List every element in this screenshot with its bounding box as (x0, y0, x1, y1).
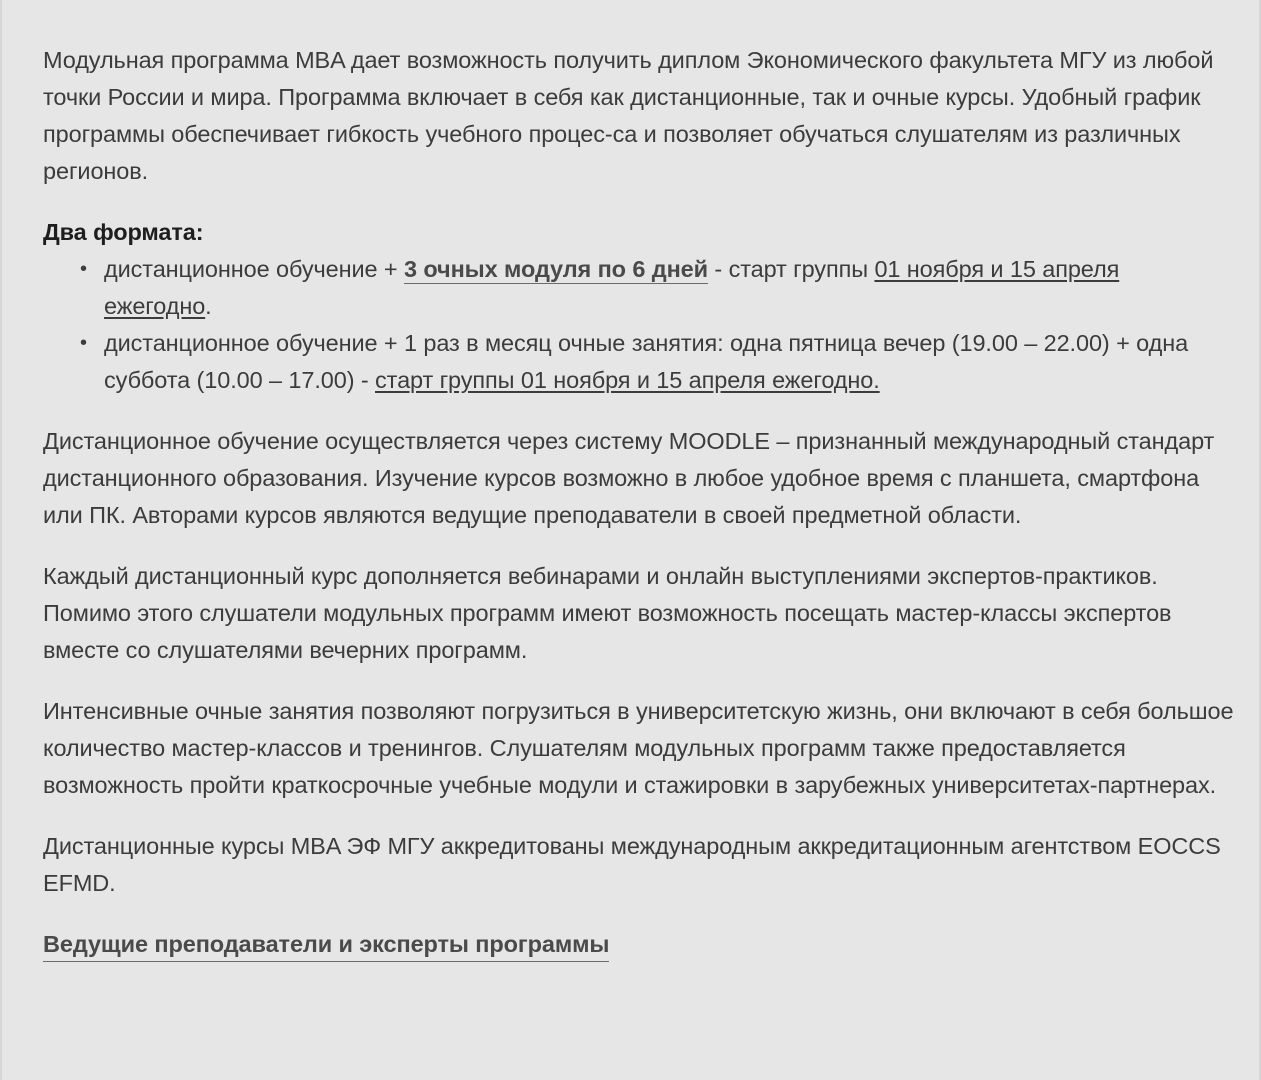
formats-heading: Два формата: (43, 219, 204, 245)
format-item-1 (80, 251, 1243, 325)
article-content (43, 42, 1243, 963)
format-item-1-suffix: . (205, 293, 212, 319)
bullet-icon: • (80, 332, 87, 354)
format-item-2-prefix: дистанционное обучение + 1 раз в месяц очные занятия: одна пятница вечер (19.00 – 22.00) + одна суббота (10.00 – 17.00) - (104, 330, 1189, 393)
format-item-1-middle: - старт группы (707, 256, 875, 282)
modules-link[interactable]: 3 очных модуля по 6 дней (403, 256, 708, 282)
webinars-paragraph: Каждый дистанционный курс дополняется вебинарами и онлайн выступлениями экспертов-практиков. Помимо этого слушатели модульных программ имеют возможность посещать мастер-классы экспертов вместе со слушателями вечерних программ. (43, 563, 1172, 663)
format-item-1-prefix: дистанционное обучение + (104, 256, 404, 282)
bullet-icon: • (80, 258, 87, 280)
format-item-2 (80, 325, 1243, 399)
accreditation-paragraph: Дистанционные курсы MBA ЭФ МГУ аккредитованы международным аккредитационным агентством EOCCS EFMD. (43, 833, 1221, 896)
intensive-paragraph: Интенсивные очные занятия позволяют погрузиться в университетскую жизнь, они включают в себя большое количество мастер-классов и тренингов. Слушателям модульных программ также предоставляется возможность пройти краткосрочные учебные модули и стажировки в зарубежных университетах-партнерах. (43, 698, 1234, 798)
intro-paragraph: Модульная программа MBA дает возможность получить диплом Экономического факультета МГУ из любой точки России и мира. Программа включает в себя как дистанционные, так и очные курсы. Удобный график программы обеспечивает гибкость учебного процес-са и позволяет обучаться слушателям из различных регионов. (43, 47, 1214, 184)
start-dates-link-2[interactable]: старт группы 01 ноября и 15 апреля ежегодно. (375, 367, 880, 393)
left-border (0, 0, 2, 1080)
faculty-experts-link[interactable]: Ведущие преподаватели и эксперты программы (43, 928, 609, 962)
start-dates-link-1[interactable]: 01 ноября и 15 апреля ежегодно (104, 256, 1120, 319)
moodle-paragraph: Дистанционное обучение осуществляется через систему MOODLE – признанный международный стандарт дистанционного образования. Изучение курсов возможно в любое удобное время с планшета, смартфона или ПК. Авторами курсов являются ведущие преподаватели в своей предметной области. (43, 428, 1215, 528)
formats-list (43, 251, 1243, 399)
